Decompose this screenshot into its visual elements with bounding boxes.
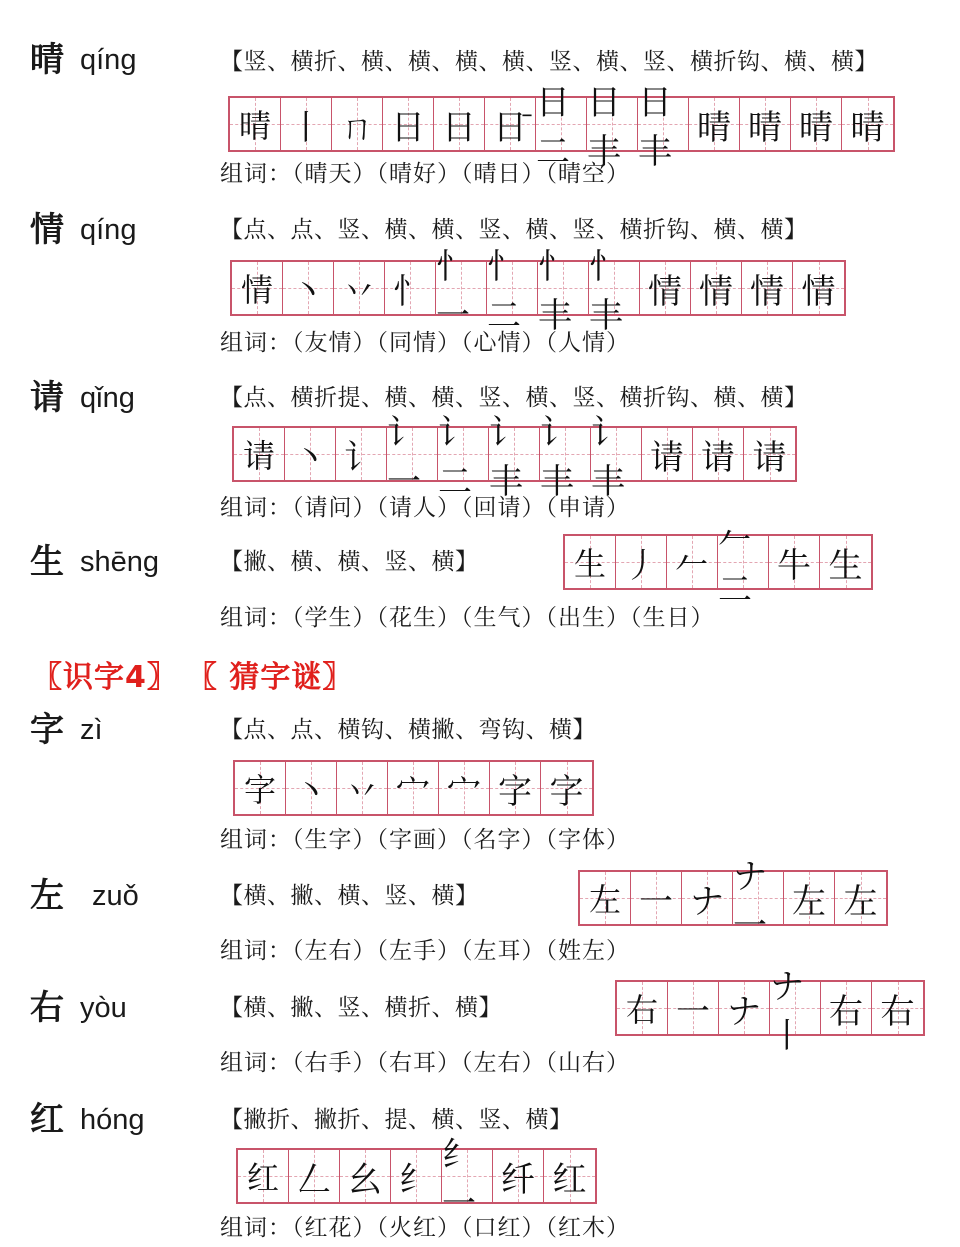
entry-character: 晴 [30,40,64,80]
grid-cell: 日丰 [638,98,689,150]
stroke-grid [615,967,925,1056]
entry-pinyin: zì [80,714,103,746]
grid-cell: 晴 [230,98,281,150]
grid-cell: 丶 [285,428,336,480]
word-examples: 组词：（生字）（字画）（名字）（字体） [220,827,630,853]
entry-pinyin: zuǒ [92,880,139,912]
stroke-order-text: 【横、撇、竖、横折、横】 [220,995,502,1021]
grid-cell: 红 [238,1150,289,1202]
grid-cell: 讠丰 [591,428,642,480]
section-title [32,652,377,696]
grid-cell: ナ一 [733,872,784,924]
grid-cell: 𠂉二 [718,536,769,588]
grid-cell: 请 [234,428,285,480]
grid-cell: 晴 [842,98,893,150]
stroke-grid [232,413,797,502]
grid-cell: 讠丰 [489,428,540,480]
grid-cell: 左 [784,872,835,924]
grid-cell: 丷 [334,262,385,314]
entry-character: 请 [30,378,64,418]
grid-cell: 情 [793,262,844,314]
grid-cell: 丶 [286,762,337,814]
grid-cell: 忄 [385,262,436,314]
grid-cell: 晴 [740,98,791,150]
grid-cell: 右 [872,982,923,1034]
grid-cell: 讠 [336,428,387,480]
grid-cell: 日 [383,98,434,150]
entry-pinyin: yòu [80,992,127,1024]
grid-cell: 情 [742,262,793,314]
grid-cell: 生 [565,536,616,588]
grid-cell: 晴 [689,98,740,150]
entry-pinyin: hóng [80,1104,145,1136]
grid-cell: 丿 [616,536,667,588]
grid-cell: 牛 [769,536,820,588]
stroke-grid [228,83,895,172]
stroke-grid [578,857,888,946]
grid-cell: 请 [744,428,795,480]
stroke-order-text: 【撇折、撇折、提、横、竖、横】 [220,1107,573,1133]
entry-character: 生 [30,542,64,582]
entry-character: 字 [30,710,64,750]
grid-cell: 𠃋 [289,1150,340,1202]
grid-cell: 日 [434,98,485,150]
word-examples: 组词：（左右）（左手）（左耳）（姓左） [220,938,630,964]
entry-pinyin: qíng [80,44,137,76]
grid-cell: 左 [835,872,886,924]
grid-cell: 生 [820,536,871,588]
stroke-order-text: 【点、点、横钩、横撇、弯钩、横】 [220,717,596,743]
entry-character: 情 [30,210,64,250]
grid-cell: 字 [490,762,541,814]
grid-cell: 𠂉 [667,536,718,588]
word-examples: 组词：（红花）（火红）（口红）（红木） [220,1215,630,1241]
grid-cell: 情 [691,262,742,314]
stroke-grid [563,521,873,610]
grid-cell: 讠一 [387,428,438,480]
grid-cell: ㄇ [332,98,383,150]
grid-cell: 纟一 [442,1150,493,1202]
grid-cell: 忄丰 [538,262,589,314]
grid-cell: ナ丨 [770,982,821,1034]
entry-pinyin: shēng [80,546,160,578]
grid-cell: ナ [682,872,733,924]
section-title-riddle: 〖 猜字谜〗 [201,660,354,695]
entry-character: 左 [30,876,64,916]
grid-cell: 忄二 [487,262,538,314]
stroke-grid [230,247,846,336]
entry-pinyin: qǐng [80,382,135,414]
grid-cell: 红 [544,1150,595,1202]
grid-cell: 讠丰 [540,428,591,480]
grid-cell: 宀 [388,762,439,814]
stroke-order-text: 【竖、横折、横、横、横、横、竖、横、竖、横折钩、横、横】 [220,49,878,75]
grid-cell: 日̄ [485,98,536,150]
word-examples: 组词：（晴天）（晴好）（晴日）（晴空） [220,161,630,187]
word-examples: 组词：（学生）（花生）（生气）（出生）（生日） [220,605,715,631]
grid-cell: 情 [640,262,691,314]
entry-character: 右 [30,988,64,1028]
grid-cell: 忄丰 [589,262,640,314]
grid-cell: 纤 [493,1150,544,1202]
stroke-order-text: 【点、横折提、横、横、竖、横、竖、横折钩、横、横】 [220,385,808,411]
grid-cell: 右 [821,982,872,1034]
grid-cell: 右 [617,982,668,1034]
grid-cell: 左 [580,872,631,924]
stroke-order-text: 【横、撇、横、竖、横】 [220,883,479,909]
stroke-order-text: 【撇、横、横、竖、横】 [220,549,479,575]
grid-cell: 字 [541,762,592,814]
word-examples: 组词：（右手）（右耳）（左右）（山右） [220,1050,630,1076]
grid-cell: 一 [668,982,719,1034]
grid-cell: 日丰 [587,98,638,150]
grid-cell: 纟 [391,1150,442,1202]
grid-cell: 请 [642,428,693,480]
entry-pinyin: qíng [80,214,137,246]
grid-cell: 丷 [337,762,388,814]
grid-cell: 晴 [791,98,842,150]
grid-cell: 幺 [340,1150,391,1202]
grid-cell: ナ [719,982,770,1034]
grid-cell: 宀 [439,762,490,814]
section-title-lesson: 〖识字4〗 [32,660,178,695]
grid-cell: 讠二 [438,428,489,480]
grid-cell: 情 [232,262,283,314]
word-examples: 组词：（友情）（同情）（心情）（人情） [220,330,630,356]
grid-cell: 日二 [536,98,587,150]
grid-cell: 字 [235,762,286,814]
grid-cell: 一 [631,872,682,924]
word-examples: 组词：（请问）（请人）（回请）（申请） [220,495,630,521]
grid-cell: 丶 [283,262,334,314]
entry-character: 红 [30,1100,64,1140]
grid-cell: 请 [693,428,744,480]
stroke-order-text: 【点、点、竖、横、横、竖、横、竖、横折钩、横、横】 [220,217,808,243]
grid-cell: 忄一 [436,262,487,314]
grid-cell: 丨 [281,98,332,150]
stroke-grid [233,760,594,816]
stroke-grid [236,1135,597,1224]
